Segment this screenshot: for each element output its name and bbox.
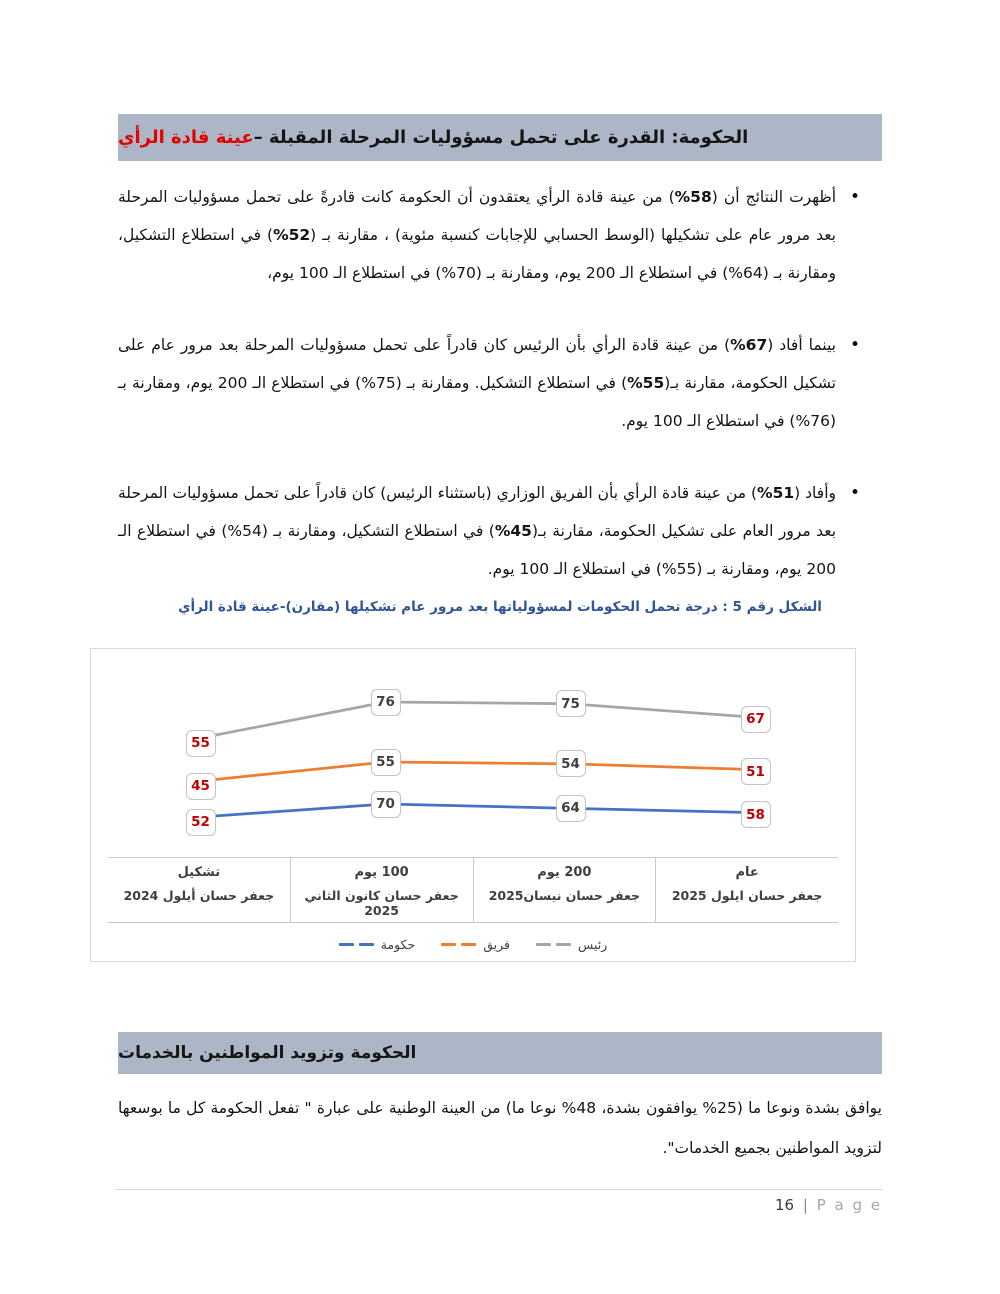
data-label-president-2: 75 [556, 690, 586, 717]
bullet-item-1 [118, 178, 864, 292]
category-label: عام [735, 865, 759, 880]
category-sublabel: جعفر حسان ايلول 2025 [671, 888, 823, 903]
legend-label: فريق [483, 937, 511, 952]
category-column-3 [474, 858, 657, 922]
line-team [201, 762, 756, 781]
line-government [201, 804, 756, 817]
page-number: 16 [774, 1196, 795, 1214]
legend-dash-icon [441, 943, 476, 946]
bullet-text: بينما أفاد (67%) من عينة قادة الرأي بأن الرئيس كان قادراً على تحمل مسؤوليات المرحلة بعد مرور عام على تشكيل الحكومة، مقارنة بـ(55%) في استطلاع التشكيل. ومقارنة بـ (75%) في استطلاع الـ 200 يوم، ومقارنة بـ (76%) في استطلاع الـ 100 يوم. [118, 336, 836, 430]
header-text-black: الحكومة: القدرة على تحمل مسؤوليات المرحلة المقبلة – [253, 127, 749, 148]
bullet-text: وأفاد (51%) من عينة قادة الرأي بأن الفريق الوزاري (باستثناء الرئيس) كان قادراً على تحمل مسؤوليات المرحلة بعد مرور العام على تشكيل الحكومة، مقارنة بـ(45%) في استطلاع التشكيل، ومقارنة بـ (54%) في استطلاع الـ 200 يوم، ومقارنة بـ (55%) في استطلاع الـ 100 يوم. [118, 484, 837, 578]
data-label-government-1: 70 [371, 791, 401, 818]
chart-category-axis [108, 857, 838, 923]
data-label-government-3: 58 [741, 801, 771, 828]
category-column-4 [656, 858, 838, 922]
category-sublabel: جعفر حسان كانون الثاني 2025 [304, 888, 459, 918]
category-sublabel: جعفر حسان نيسان2025 [488, 888, 641, 903]
data-label-president-3: 67 [741, 706, 771, 733]
legend-label: رئيس [578, 937, 608, 952]
category-sublabel: جعفر حسان أيلول 2024 [123, 888, 275, 903]
bullet-text: أظهرت النتائج أن (58%) من عينة قادة الرأي يعتقدون أن الحكومة كانت قادرةً على تحمل مسؤوليات المرحلة بعد مرور عام على تشكيلها (الوسط الحسابي للإجابات كنسبة مئوية) ، مقارنة بـ (52%) في استطلاع التشكيل، ومقارنة بـ (64%) في استطلاع الـ 200 يوم، ومقارنة بـ (70%) في استطلاع الـ 100 يوم، [118, 188, 836, 282]
legend-dash-icon [339, 943, 374, 946]
section-header-services [118, 1032, 882, 1074]
section-header-government-capability [118, 114, 882, 161]
line-chart-figure-5 [90, 648, 856, 962]
bullet-marker: • [849, 483, 860, 503]
header-text-red-sample: عينة قادة الرأي [118, 127, 254, 148]
category-column-2 [291, 858, 474, 922]
line-president [201, 702, 756, 738]
data-label-president-0: 55 [186, 730, 216, 757]
data-label-government-2: 64 [556, 795, 586, 822]
header2-text: الحكومة وتزويد المواطنين بالخدمات [118, 1043, 417, 1063]
category-label: تشكيل [177, 865, 221, 880]
bullet-marker: • [849, 187, 860, 207]
legend-item-government [339, 937, 416, 952]
body-paragraph: يوافق بشدة ونوعا ما (25% يوافقون بشدة، 48% نوعا ما) من العينة الوطنية على عبارة " تفعل الحكومة كل ما بوسعها لتزويد المواطنين بجميع الخدمات". [118, 1099, 882, 1157]
category-column-1 [108, 858, 291, 922]
chart-legend [91, 937, 855, 952]
category-label: 200 يوم [537, 865, 592, 880]
bullet-item-2 [118, 326, 864, 440]
bullet-marker: • [849, 335, 860, 355]
footer-page-label: P a g e [816, 1196, 882, 1214]
page-footer [775, 1196, 882, 1214]
legend-item-team [441, 937, 510, 952]
bullet-item-3 [118, 474, 864, 588]
footer-separator: | [802, 1196, 808, 1214]
data-label-team-0: 45 [186, 773, 216, 800]
data-label-team-1: 55 [371, 749, 401, 776]
legend-item-president [536, 937, 607, 952]
data-label-president-1: 76 [371, 689, 401, 716]
category-label: 100 يوم [354, 865, 409, 880]
bullet-list [118, 178, 864, 622]
legend-label: حكومة [380, 937, 416, 952]
figure-caption: الشكل رقم 5 : درجة تحمل الحكومات لمسؤولياتها بعد مرور عام تشكيلها (مقارن)-عينة قادة الرأي [178, 599, 822, 615]
data-label-team-2: 54 [556, 750, 586, 777]
legend-dash-icon [536, 943, 571, 946]
footer-divider [115, 1189, 882, 1190]
data-label-government-0: 52 [186, 809, 216, 836]
data-label-team-3: 51 [741, 758, 771, 785]
